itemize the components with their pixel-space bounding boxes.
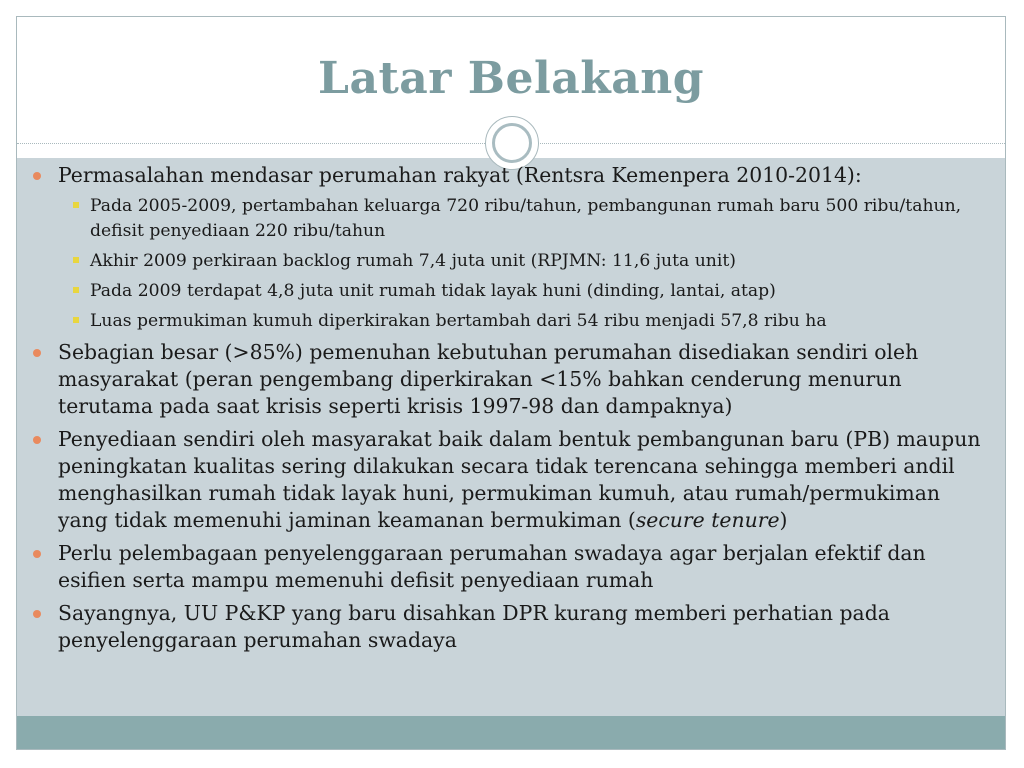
sub-bullet-item xyxy=(90,279,984,304)
bullet-text-end: ) xyxy=(779,508,788,532)
sub-bullet-item xyxy=(90,194,984,244)
bullet-item xyxy=(58,339,988,420)
bullet-item xyxy=(58,426,988,534)
bullet-text-start: Penyediaan sendiri oleh masyarakat baik dalam bentuk pembangunan baru (PB) maupun peningkatan kualitas sering dilakukan secara tidak terencana sehingga memberi andil menghasilkan rumah tidak layak huni, permukiman kumuh, atau rumah/permukiman yang tidak memenuhi jaminan keamanan bermukiman ( xyxy=(58,427,981,532)
sub-bullet-item xyxy=(90,249,984,274)
slide-body xyxy=(0,162,1024,654)
square-bullet-icon xyxy=(73,287,79,293)
round-bullet-icon xyxy=(33,172,41,180)
square-bullet-icon xyxy=(73,202,79,208)
bullet-text: Sayangnya, UU P&KP yang baru disahkan DPR kurang memberi perhatian pada penyelenggaraan perumahan swadaya xyxy=(58,601,890,652)
square-bullet-icon xyxy=(73,317,79,323)
bullet-text: Sebagian besar (>85%) pemenuhan kebutuhan perumahan disediakan sendiri oleh masyarakat (peran pengembang diperkirakan <15% bahkan cenderung menurun terutama pada saat krisis seperti krisis 1997-98 dan dampaknya) xyxy=(58,340,919,418)
bullet-item xyxy=(58,162,988,189)
sub-bullet-item xyxy=(90,309,984,334)
bullet-text-italic: secure tenure xyxy=(635,508,780,532)
bullet-text: Perlu pelembagaan penyelenggaraan perumahan swadaya agar berjalan efektif dan esifien serta mampu memenuhi defisit penyediaan rumah xyxy=(58,541,926,592)
bullet-text: Permasalahan mendasar perumahan rakyat (Rentsra Kemenpera 2010-2014): xyxy=(58,163,862,187)
bullet-item xyxy=(58,540,988,594)
round-bullet-icon xyxy=(33,349,41,357)
sub-bullet-text: Pada 2009 terdapat 4,8 juta unit rumah tidak layak huni (dinding, lantai, atap) xyxy=(90,281,776,301)
sub-bullet-text: Luas permukiman kumuh diperkirakan bertambah dari 54 ribu menjadi 57,8 ribu ha xyxy=(90,311,827,331)
sub-bullet-text: Akhir 2009 perkiraan backlog rumah 7,4 juta unit (RPJMN: 11,6 juta unit) xyxy=(90,251,736,271)
footer-band xyxy=(17,716,1005,750)
square-bullet-icon xyxy=(73,257,79,263)
round-bullet-icon xyxy=(33,436,41,444)
sub-bullet-text: Pada 2005-2009, pertambahan keluarga 720 ribu/tahun, pembangunan rumah baru 500 ribu/tahun, defisit penyediaan 220 ribu/tahun xyxy=(90,196,962,241)
round-bullet-icon xyxy=(33,550,41,558)
round-bullet-icon xyxy=(33,610,41,618)
bullet-item xyxy=(58,600,988,654)
slide-title: Latar Belakang xyxy=(318,53,704,104)
circle-ornament-ring xyxy=(492,123,532,163)
